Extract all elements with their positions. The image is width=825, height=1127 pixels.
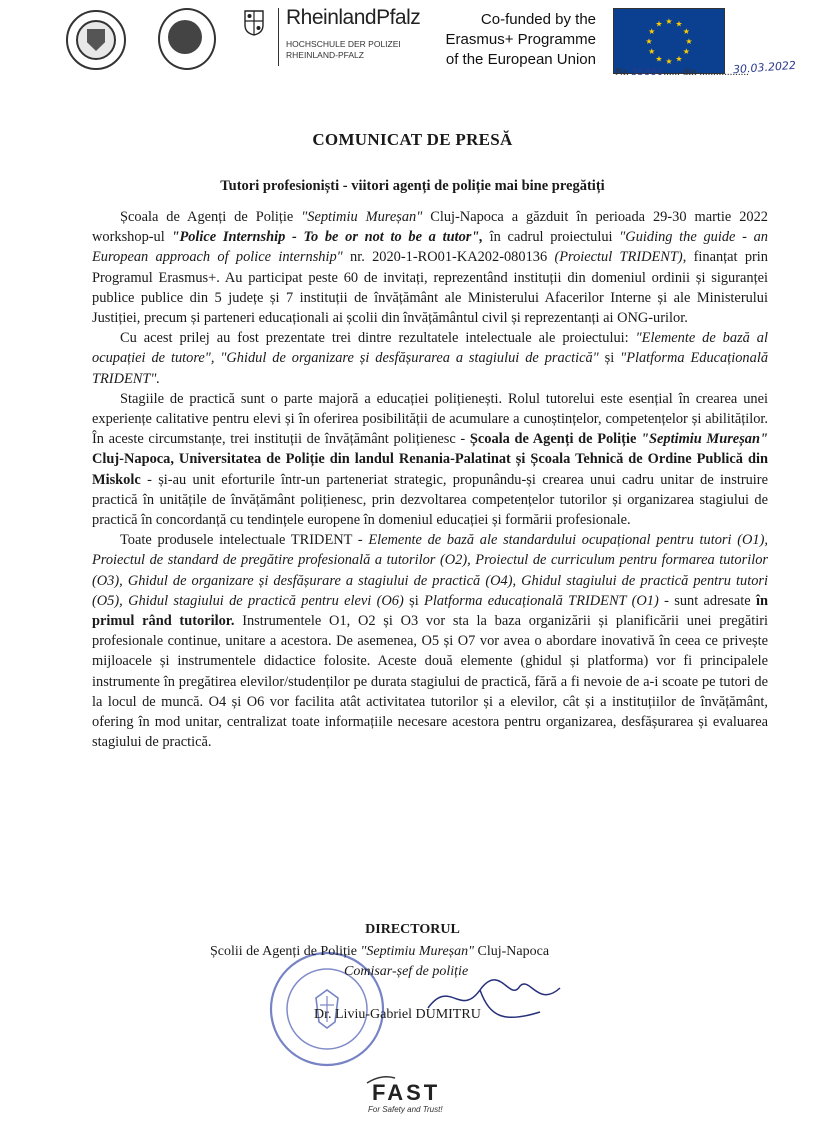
- page-title: COMUNICAT DE PRESĂ: [312, 130, 513, 149]
- page-subtitle: Tutori profesioniști - viitori agenți de poliție mai bine pregătiți: [220, 178, 605, 194]
- signatory-name: Dr. Liviu-Gabriel DUMITRU: [314, 1007, 481, 1022]
- paragraph-2: Cu acest prilej au fost prezentate trei dintre rezultatele intelectuale ale proiectului: "Elemente de bază al ocupației de tutore", "Ghidul de organizare și desfășurarea a stagiului de practică" și "Platforma Educațională TRIDENT".: [92, 330, 769, 387]
- rheinland-pfalz-crest-icon: [244, 10, 264, 36]
- registration-number-line: Nr. 55886...... din ..................: [615, 66, 749, 78]
- rheinland-pfalz-wordmark: RheinlandPfalz: [286, 6, 421, 29]
- eu-flag-icon: [613, 8, 725, 74]
- eu-star-icon: ★: [682, 27, 690, 36]
- police-academy-seal-logo: [66, 10, 126, 70]
- eu-star-icon: ★: [648, 47, 656, 56]
- eu-star-icon: ★: [645, 37, 653, 46]
- rheinland-pfalz-subtitle: HOCHSCHULE DER POLIZEI RHEINLAND-PFALZ: [286, 39, 401, 60]
- paragraph-3: Stagiile de practică sunt o parte majoră a educației polițienești. Rolul tutorelui este esențial în crearea unei experiențe calitative pentru elevi și în oferirea posibilității de acumulare a cunoștințelor, competențelor și abilităților. În aceste circumstanțe, trei instituții de învățământ polițienesc - Școala de Agenți de Poliție "Septimiu Mureșan" Cluj-Napoca, Universitatea de Poliție din landul Renania-Palatinat și Școala Tehnică de Ordine Publică din Miskolc - și-au unit eforturile într-un parteneriat strategic, propunându-și crearea unui cadru unitar de instruire practică în unitățile de învățământ polițienesc, prin dezvoltarea competențelor tutorilor și organizarea stagiului de practică în concordanță cu tendințele europene în domeniul educației și formării profesionale.: [92, 390, 768, 529]
- eu-star-icon: ★: [675, 19, 683, 29]
- eu-star-icon: ★: [655, 19, 663, 29]
- paragraph-1: Școala de Agenți de Poliție "Septimiu Mureșan" Cluj-Napoca a găzduit în perioada 29-30 martie 2022 workshop-ul "Police Internship - To be or not to be a tutor", în cadrul proiectului "Guiding the guide - an European approach of police internship" nr. 2020-1-RO01-KA202-080136 (Proiectul TRIDENT), finanțat prin Programul Erasmus+. Au participat peste 60 de invitați, reprezentând instituții din domeniul ordinii și siguranței publice publice din 5 județe și 7 instituții de învățământ ale Ministerului Afacerilor Interne și ale Ministerului Justiției, precum și parteneri educaționali ai școlii din învățământul civil și reprezentanți ai ONG-urilor.: [92, 209, 769, 327]
- eu-star-icon: ★: [665, 17, 673, 26]
- registration-date: 30.03.2022: [732, 58, 797, 77]
- eu-star-icon: ★: [682, 47, 690, 56]
- header-divider: [278, 8, 279, 66]
- eu-star-icon: ★: [665, 57, 673, 66]
- miskolc-seal-logo: [158, 8, 216, 70]
- document-body: [92, 207, 768, 752]
- signature-rank: Comisar-șef de poliție: [344, 964, 469, 979]
- footer-brand-logo: FAST: [372, 1080, 441, 1105]
- erasmus-cofunded-text: Co-funded by the Erasmus+ Programme of the European Union: [445, 11, 596, 68]
- eu-star-icon: ★: [675, 54, 683, 64]
- eu-star-icon: ★: [655, 54, 663, 64]
- paragraph-4: Toate produsele intelectuale TRIDENT - Elemente de bază ale standardului ocupațional pentru tutori (O1), Proiectul de standard de pregătire profesională a tutorilor (O2), Proiectul de curriculum pentru formarea tutorilor (O3), Ghidul de organizare și desfășurare a stagiului de practică (O4), Ghidul stagiului de practică pentru tutori (O5), Ghidul stagiului de practică pentru elevi (O6) și Platforma educațională TRIDENT (O1) - sunt adresate în primul rând tutorilor. Instrumentele O1, O2 și O3 vor sta la baza organizării și planificării unei pregătiri profesionale continue, unitare a acestora. De asemenea, O5 și O7 vor avea o abordare inovativă în ceea ce privește mijloacele și instrumentele didactice folosite. Aceste două elemente (ghidul și platforma) vor fi principalele instrumente în pregătirea elevilor/studenților pe durata stagiului de practică, fără a fi nevoie de a-i scoate pe tutori de la locul de muncă. O4 și O6 vor facilita atât activitatea tutorilor și a elevilor, cât și a instituțiilor de învățământ, ofering în mod unitar, centralizat toate informațiile necesare acestora pentru organizarea, desfășurarea și evaluarea stagiului de practică.: [92, 532, 769, 751]
- registration-number: 55886: [631, 67, 664, 78]
- eu-star-icon: ★: [648, 27, 656, 36]
- footer-tagline: For Safety and Trust!: [368, 1105, 443, 1114]
- signature-heading: DIRECTORUL: [365, 922, 460, 937]
- signature-institution: Școlii de Agenți de Poliție "Septimiu Mureșan" Cluj-Napoca: [210, 944, 550, 959]
- eu-star-icon: ★: [685, 37, 693, 46]
